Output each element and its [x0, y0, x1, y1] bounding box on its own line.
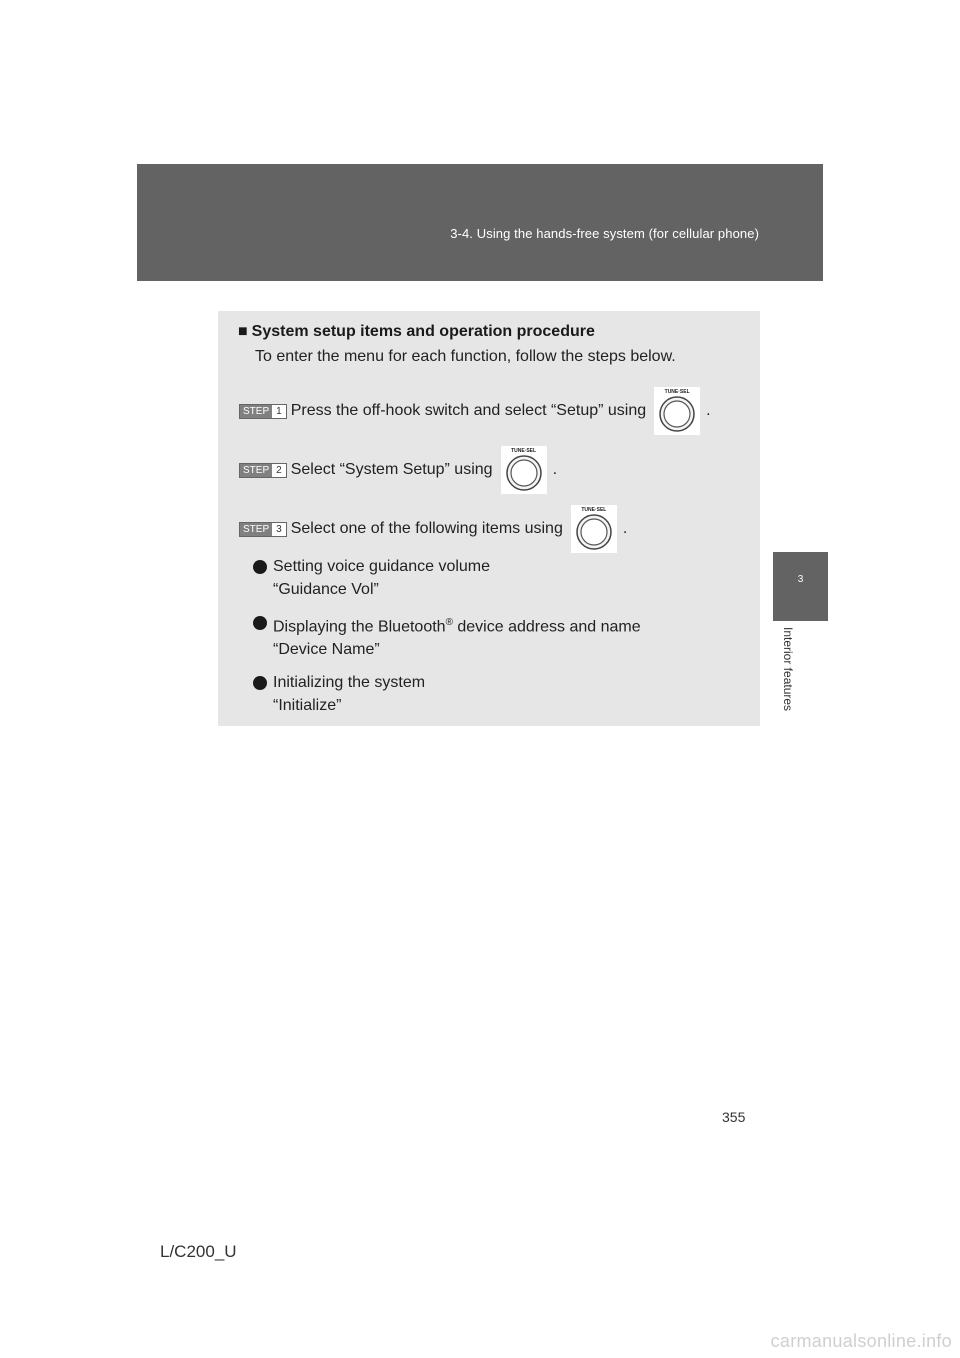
chapter-number: 3 [797, 574, 804, 585]
step-2: STEP 2 Select “System Setup” using TUNE·SEL . [239, 444, 557, 496]
chapter-tab [773, 552, 828, 621]
step-badge: STEP 2 [239, 463, 287, 478]
heading-text: System setup items and operation procedure [251, 323, 595, 340]
tune-sel-knob-icon: TUNE·SEL [654, 387, 700, 435]
chapter-label: Interior features [781, 627, 795, 712]
list-item: Initializing the system “Initialize” [253, 671, 641, 717]
page-number: 355 [722, 1109, 746, 1125]
list-item: Setting voice guidance volume “Guidance Vol” [253, 555, 641, 601]
section-header [137, 164, 823, 281]
watermark: carmanualsonline.info [770, 1331, 952, 1351]
step-1: STEP 1 Press the off-hook switch and select “Setup” using TUNE·SEL . [239, 385, 711, 437]
info-box [218, 311, 760, 726]
step-badge: STEP 1 [239, 404, 287, 419]
footer-model-code: L/C200_U [160, 1242, 237, 1261]
step-text: Select “System Setup” using [290, 461, 493, 478]
section-title: 3-4. Using the hands-free system (for cellular phone) [450, 226, 759, 241]
setup-items-list [253, 555, 641, 727]
bullet-icon [253, 560, 267, 574]
bullet-icon [253, 616, 267, 630]
list-item: Displaying the Bluetooth® device address and name “Device Name” [253, 611, 641, 661]
step-3: STEP 3 Select one of the following items using TUNE·SEL . [239, 503, 627, 555]
step-text: Select one of the following items using [290, 520, 563, 537]
box-heading [238, 323, 595, 341]
step-badge: STEP 3 [239, 522, 287, 537]
tune-sel-knob-icon: TUNE·SEL [571, 505, 617, 553]
bullet-icon [253, 676, 267, 690]
tune-sel-knob-icon: TUNE·SEL [501, 446, 547, 494]
intro-text: To enter the menu for each function, follow the steps below. [255, 348, 676, 365]
step-text: Press the off-hook switch and select “Setup” using [290, 402, 647, 419]
heading-square-icon: ■ [238, 323, 248, 340]
